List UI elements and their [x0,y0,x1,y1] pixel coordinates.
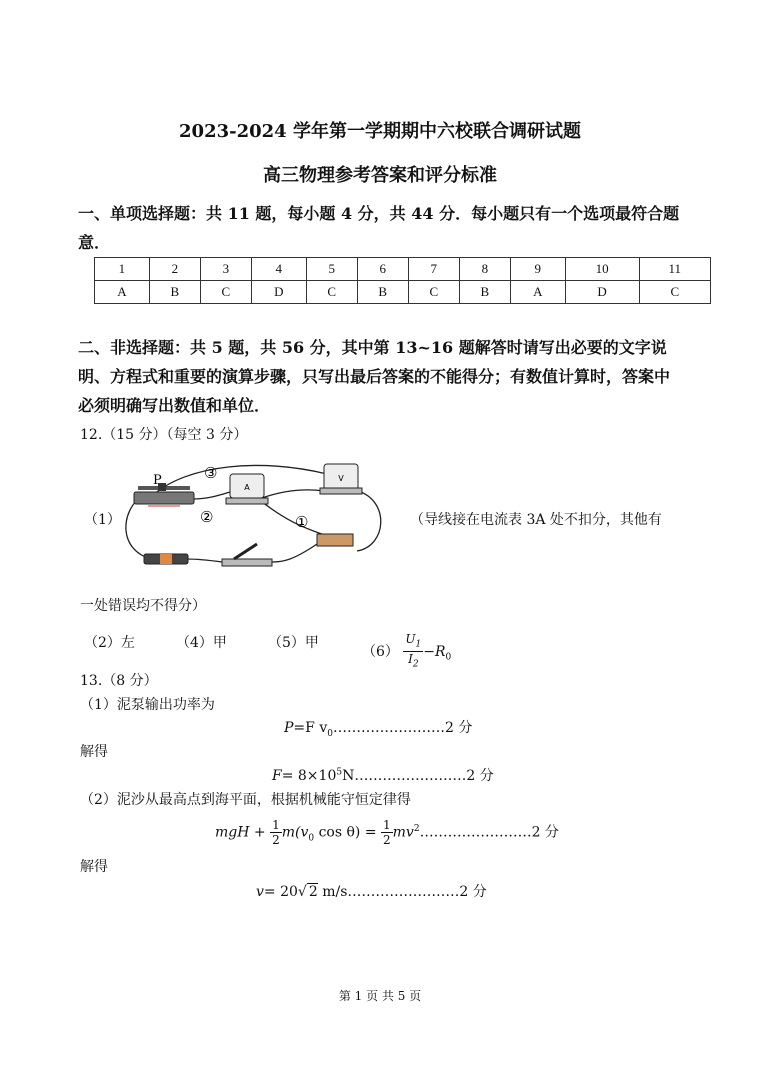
q13-header: 13.（8 分） [80,673,158,689]
wire [272,544,317,562]
table-cell: 2 [149,258,200,281]
switch-lever [234,544,257,559]
eq1-mid: =F v [293,720,328,736]
eq3-mv: mv [392,824,414,841]
slider-label-p: P [153,473,162,488]
i-symbol: I [408,652,413,667]
eq3-exponent: 2 [413,823,420,834]
table-cell: A [95,281,150,304]
eq1-lhs: P [284,720,294,736]
sqrt-radicand: 2 [308,884,318,900]
r-symbol: R [434,643,446,660]
half-fraction [381,818,393,847]
table-cell: C [306,281,357,304]
wire [262,490,324,498]
q13-part1: （1）泥泵输出功率为 [80,697,215,713]
eq2-exponent: 5 [336,767,343,778]
q13-solve2: 解得 [80,859,108,875]
document-subtitle: 高三物理参考答案和评分标准 [263,165,497,186]
table-cell: 8 [459,258,510,281]
q12-part1-label: （1） [84,512,121,528]
q12-answer-2: （2）左 [84,635,135,651]
sqrt-sign: √ [297,884,307,900]
answer-table-number-row [95,258,711,281]
eq4-lhs: v [256,884,264,900]
table-cell: 10 [565,258,639,281]
table-cell: 9 [510,258,565,281]
section2-heading: 二、非选择题：共 5 题，共 56 分，其中第 13~16 题解答时请写出必要的文字说明、方程式和重要的演算步骤，只写出最后答案的不能得分；有数值计算时，答案中必须明确写出数值和单位． [78,338,671,415]
minus-sign: − [423,643,435,660]
document-title: 2023-2024 学年第一学期期中六校联合调研试题 [179,121,581,142]
answer-table [94,257,711,304]
q12-answer-6 [362,632,451,672]
q12-part1-note: （导线接在电流表 3A 处不扣分，其他有 [410,512,662,528]
table-cell: C [200,281,251,304]
fraction-numerator [403,632,423,652]
wire-label-3: ③ [204,464,218,482]
wire [187,559,222,562]
ammeter-label: A [244,483,250,492]
wire-2 [192,492,230,499]
ammeter-base [226,498,268,504]
eq2-unit-score: N……………………2 分 [342,768,494,784]
u1-over-i2-fraction [403,632,423,672]
table-cell: B [149,281,200,304]
answer-table-answer-row [95,281,711,304]
eq2-lhs: F [272,768,282,784]
table-cell: 3 [200,258,251,281]
eq3-m: m [281,824,296,841]
q13-solve1: 解得 [80,744,108,760]
u-subscript: 1 [415,639,422,650]
table-cell: B [357,281,408,304]
fraction-denominator: 2 [272,833,280,847]
fraction-denominator: 2 [383,833,391,847]
eq3-score: ……………………2 分 [419,824,559,841]
table-cell: C [408,281,459,304]
q12-part1-note-cont: 一处错误均不得分） [80,598,206,614]
voltmeter-label: V [338,474,344,483]
section1-heading: 一、单项选择题：共 11 题，每小题 4 分，共 44 分．每小题只有一个选项最符合题意． [78,204,680,252]
q13-eq1 [284,717,472,739]
eq4-value: = 20 [263,884,298,900]
page-footer: 第 1 页 共 5 页 [338,989,422,1003]
table-cell: A [510,281,565,304]
circuit-diagram [112,456,390,576]
i-subscript: 2 [412,659,419,670]
eq3-mgh: mgH + [215,824,266,841]
resistor [317,534,353,546]
eq2-value: = 8×10 [281,768,337,784]
q12-answer-4: （4）甲 [176,635,227,651]
table-cell: 1 [95,258,150,281]
fraction-numerator: 1 [272,818,280,832]
fraction-numerator: 1 [383,818,391,832]
table-cell: D [565,281,639,304]
table-cell: C [639,281,710,304]
rheostat [134,492,194,504]
wire [126,496,152,559]
eq3-v0-subscript: 0 [308,833,315,844]
eq1-subscript: 0 [327,728,333,739]
wire [357,491,381,551]
u-symbol: U [405,632,416,646]
q13-part2: （2）泥沙从最高点到海平面，根据机械能守恒定律得 [80,792,411,808]
eq3-v0: (v [295,824,309,841]
voltmeter-base [320,488,362,494]
table-cell: 4 [251,258,306,281]
fraction-denominator [403,652,423,671]
eq1-score: ……………………2 分 [332,720,473,736]
q12-answer-5: （5）甲 [268,635,319,651]
q13-eq4 [256,881,487,901]
table-cell: 5 [306,258,357,281]
table-cell: 6 [357,258,408,281]
q12-header: 12.（15 分）（每空 3 分） [80,427,248,443]
table-cell: 11 [639,258,710,281]
wire-label-2: ② [200,508,214,526]
half-fraction [270,818,282,847]
eq4-unit-score: m/s……………………2 分 [317,884,487,900]
wire-label-1: ① [295,513,309,531]
r-subscript: 0 [445,652,452,663]
switch-base [222,559,272,566]
table-cell: 7 [408,258,459,281]
q13-eq2 [272,765,494,785]
eq3-cos: cos θ) = [314,824,377,841]
q13-eq3 [215,818,559,847]
table-cell: B [459,281,510,304]
q12-answer-6-label: （6） [362,643,399,660]
table-cell: D [251,281,306,304]
battery-band [160,554,172,564]
